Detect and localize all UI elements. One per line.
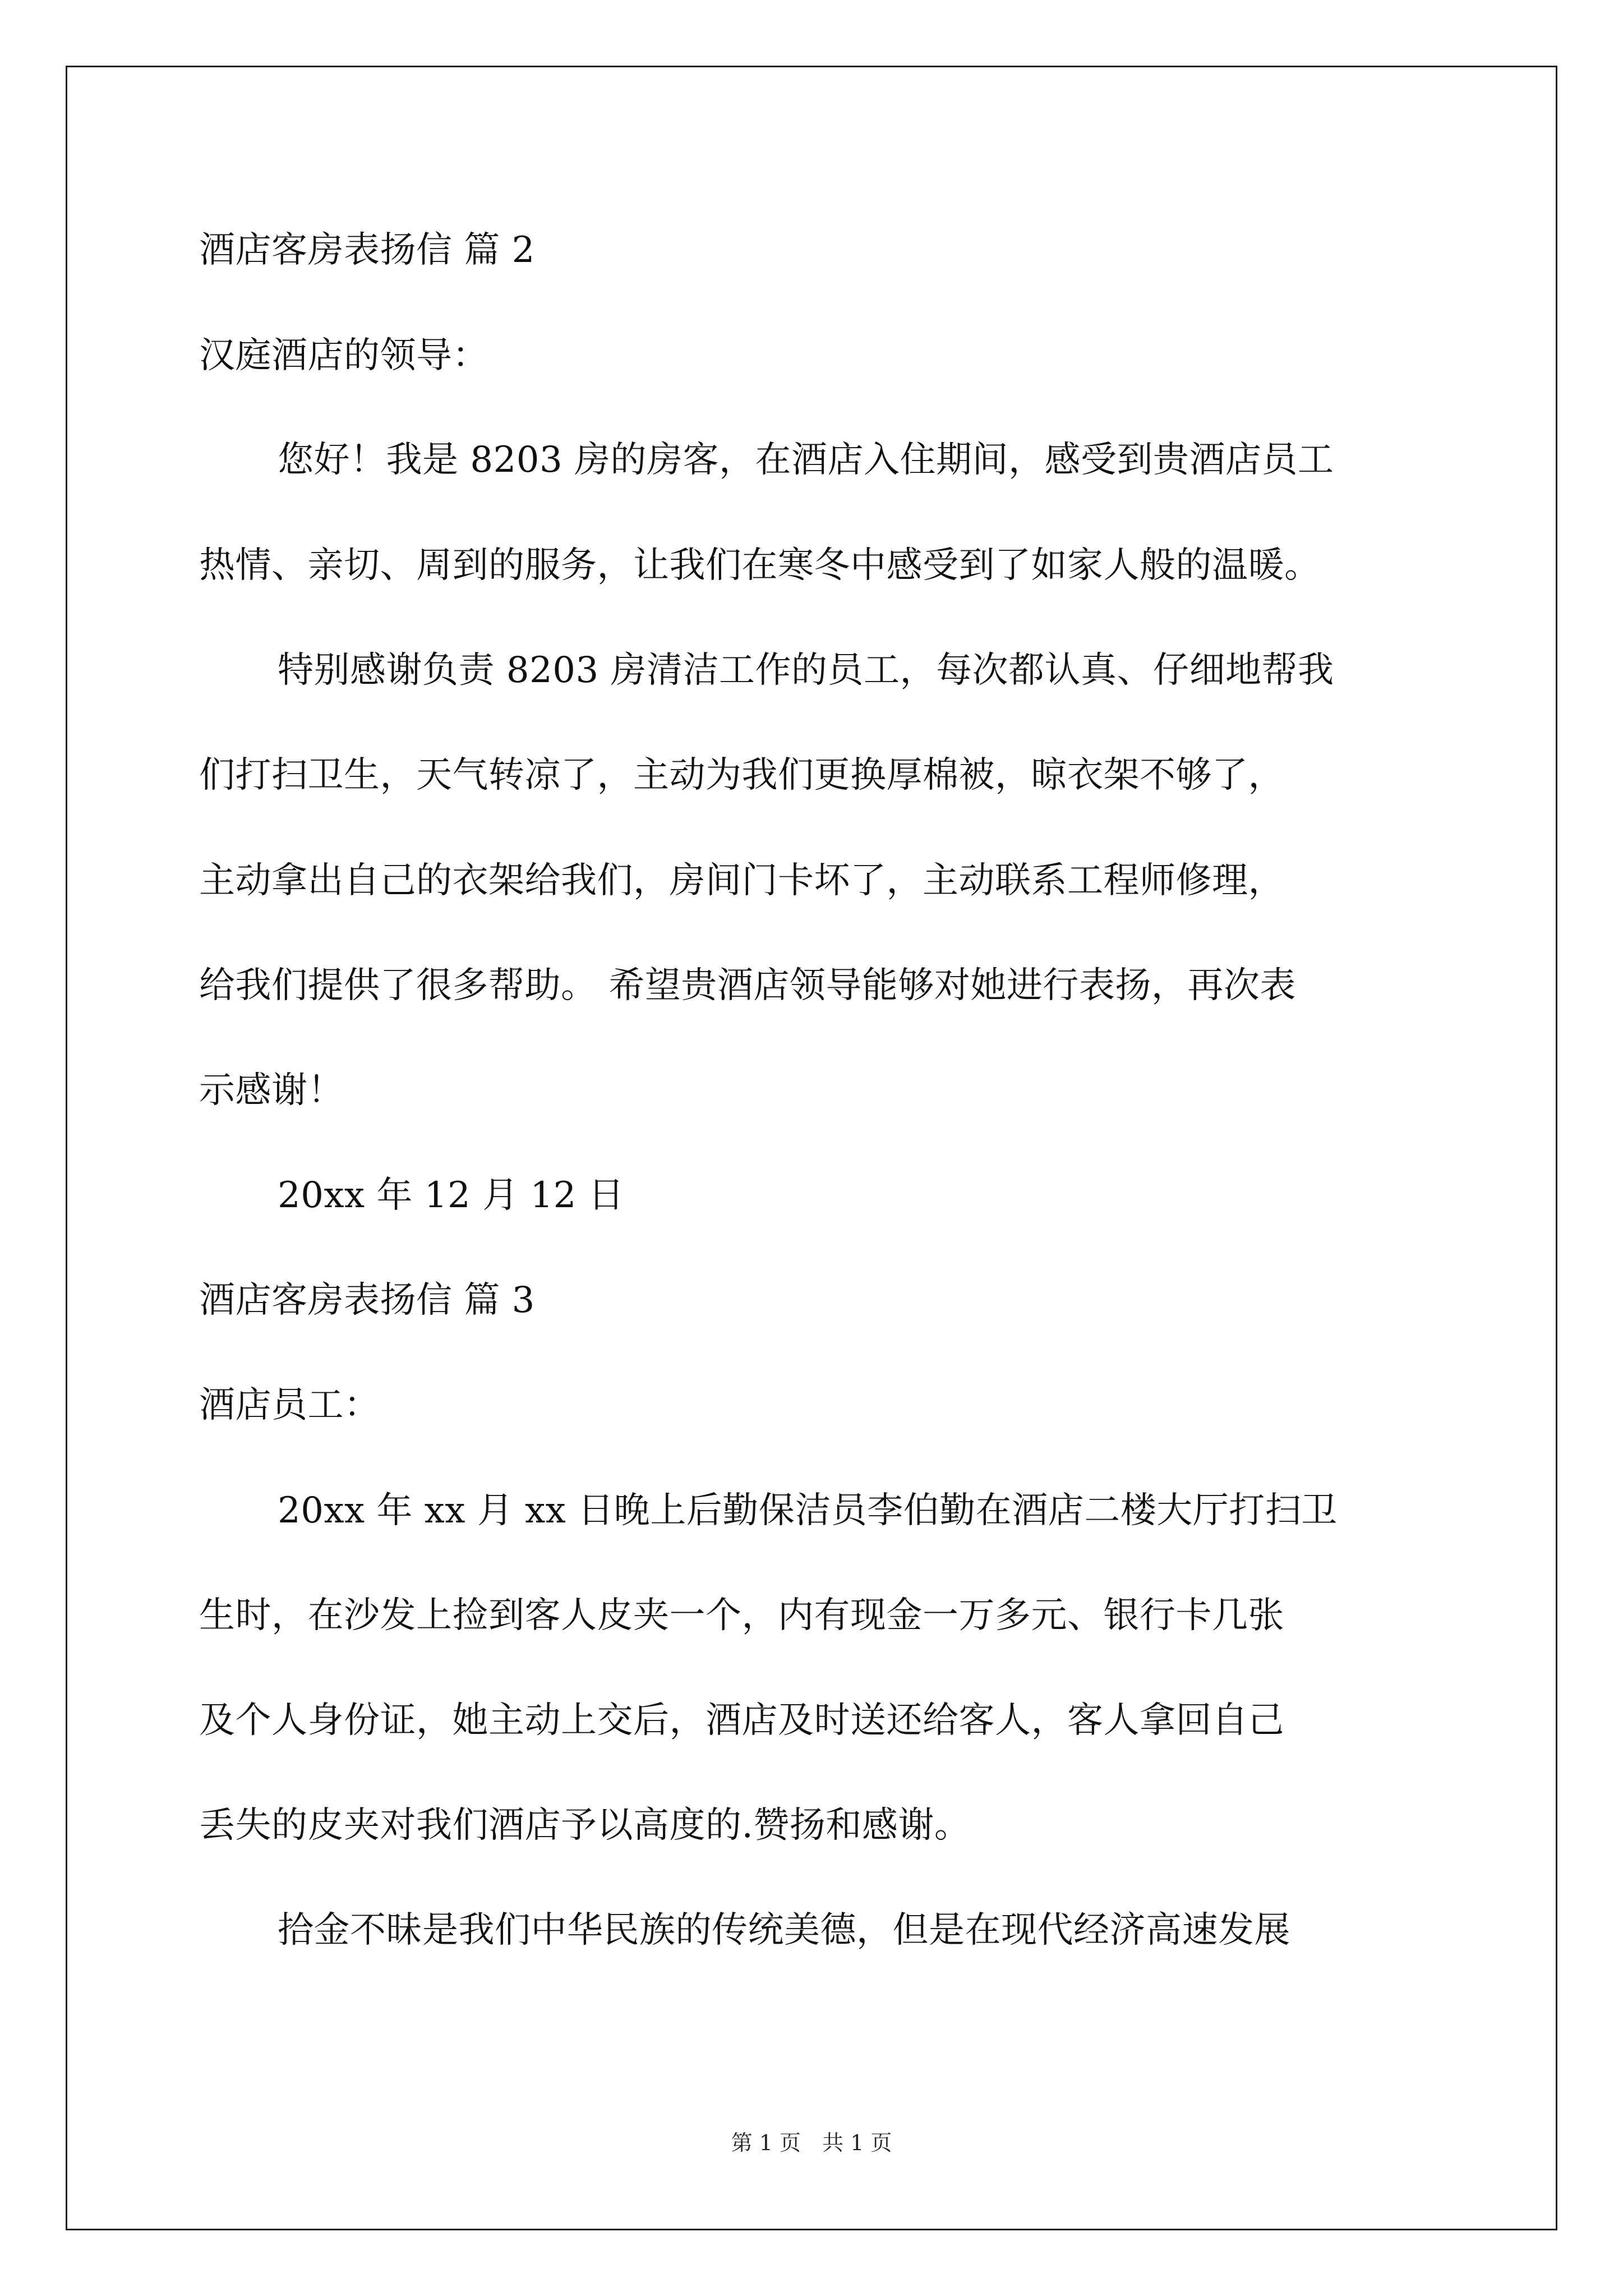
paragraph-line: 主动拿出自己的衣架给我们，房间门卡坏了，主动联系工程师修理， [199,860,1284,901]
section-heading: 酒店客房表扬信 篇 2 [199,229,535,271]
paragraph-line: 示感谢！ [199,1070,344,1111]
page-number-footer: 第 1 页 共 1 页 [731,2131,892,2155]
page-border [66,66,1557,2230]
paragraph-line: 20xx 年 xx 月 xx 日晚上后勤保洁员李伯勤在酒店二楼大厅打扫卫 [278,1490,1338,1531]
paragraph-line: 给我们提供了很多帮助。 希望贵酒店领导能够对她进行表扬，再次表 [199,965,1296,1006]
paragraph-line: 您好！我是 8203 房的房客，在酒店入住期间，感受到贵酒店员工 [278,439,1334,481]
section-heading: 酒店客房表扬信 篇 3 [199,1280,535,1321]
paragraph-line: 拾金不昧是我们中华民族的传统美德，但是在现代经济高速发展 [278,1910,1290,1951]
paragraph-line: 热情、亲切、周到的服务，让我们在寒冬中感受到了如家人般的温暖。 [199,545,1321,586]
paragraph-line: 们打扫卫生，天气转凉了，主动为我们更换厚棉被，晾衣架不够了， [199,754,1284,796]
letter-date: 20xx 年 12 月 12 日 [278,1175,625,1216]
paragraph-line: 丢失的皮夹对我们酒店予以高度的.赞扬和感谢。 [199,1805,971,1846]
paragraph-line: 特别感谢负责 8203 房清洁工作的员工，每次都认真、仔细地帮我 [278,650,1334,691]
salutation: 酒店员工： [199,1384,380,1426]
paragraph-line: 及个人身份证，她主动上交后，酒店及时送还给客人，客人拿回自己 [199,1700,1284,1741]
salutation: 汉庭酒店的领导： [199,335,488,376]
paragraph-line: 生时，在沙发上捡到客人皮夹一个，内有现金一万多元、银行卡几张 [199,1595,1284,1636]
